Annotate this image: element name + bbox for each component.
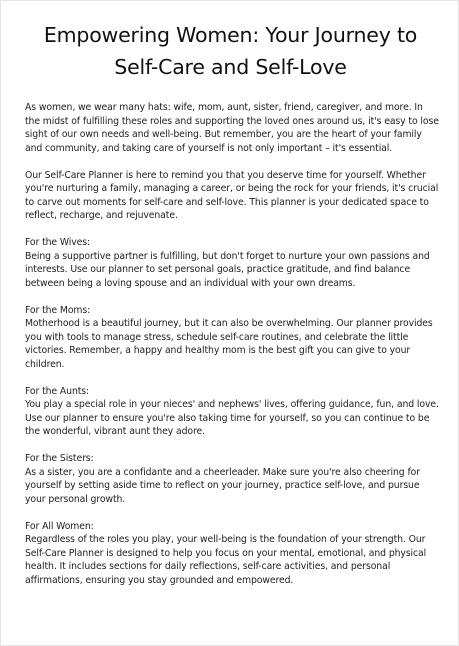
section-heading-wives: For the Wives: [25, 237, 91, 248]
section-body-all-women: Regardless of the roles you play, your well-being is the foundation of your strength. Our Self-Care Planner is designed to help you focus on your mental, emotional, and physical health. It includes sections for daily reflections, self-care activities, and personal affirmations, ensuring you stay grounded and empowered. [25, 534, 427, 586]
section-heading-moms: For the Moms: [25, 304, 91, 316]
title-line-2: Self-Care and Self-Love [114, 55, 347, 79]
section-body-wives: Being a supportive partner is fulfilling, but don't forget to nurture your own passions and interests. Use our planner to set personal goals, practice gratitude, and find balance between being a loving spouse and an individual with your own dreams. [25, 250, 430, 289]
intro-paragraph-2: Our Self-Care Planner is here to remind you that you deserve time for yourself. Whether you're nurturing a family, managing a career, or being the rock for your friends, it's crucial to carve out moments for self-care and self-love. This planner is your dedicated space to reflect, recharge, and rejuvenate. [25, 169, 439, 221]
section-body-aunts: You play a special role in your nieces' and nephews' lives, offering guidance, fun, and love. Use our planner to ensure you're also taking time for yourself, so you can continue to be the wonderful, vibrant aunt they adore. [25, 399, 439, 437]
section-heading-all-women: For All Women: [25, 520, 94, 532]
section-heading-aunts: For the Aunts: [25, 385, 90, 397]
section-aunts [25, 385, 439, 439]
document-body [25, 101, 439, 601]
section-all-women [25, 520, 439, 588]
section-sisters [25, 452, 439, 506]
title-line-1: Empowering Women: Your Journey to [43, 23, 418, 47]
section-body-moms: Motherhood is a beautiful journey, but it can also be overwhelming. Our planner provides you with tools to manage stress, schedule self-care routines, and celebrate the little victories. Remember, a happy and healthy mom is the best gift you can give to your children. [25, 318, 433, 370]
section-wives [25, 236, 439, 290]
intro-paragraph-1: As women, we wear many hats: wife, mom, aunt, sister, friend, caregiver, and more. In the midst of fulfilling these roles and supporting the loved ones around us, it's easy to lose sight of our own needs and well-being. But remember, you are the heart of your family and community, and taking care of yourself is not only important – it's essential. [25, 102, 439, 154]
section-moms [25, 304, 439, 372]
page-title [1, 19, 459, 83]
section-heading-sisters: For the Sisters: [25, 453, 94, 464]
section-body-sisters: As a sister, you are a confidante and a cheerleader. Make sure you're also cheering for yourself by setting aside time to reflect on your journey, practice self-love, and pursue your personal growth. [25, 466, 420, 505]
